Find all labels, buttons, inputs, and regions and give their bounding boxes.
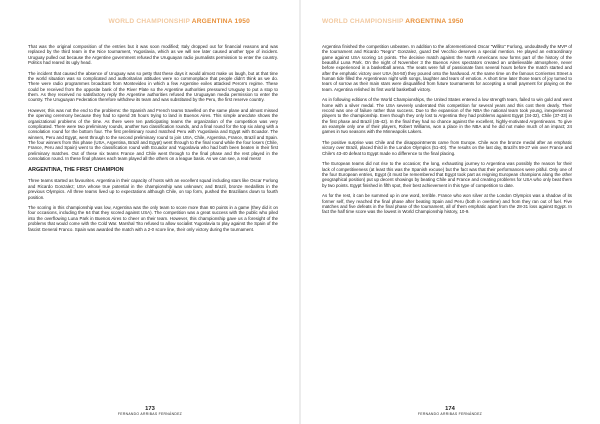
page-footer <box>300 406 600 416</box>
body-paragraph: As for the rest, it can be summed up in one word, terrible. France who won silver at the London Olympics was a shadow of its former self, they reached the final phase after beating Spain and Peru (both in overtime) and from they ran out of fuel. Five matches and five defeats in the final phase of the tournament, all of them emphatic apart from the 28-31 loss against Egypt. In fact the half time score was the lowest in World Championship history, 10-9. <box>322 193 572 215</box>
author-name: FERNANDO ARRIBAS FERNÁNDEZ <box>417 412 483 416</box>
running-head <box>108 18 250 25</box>
running-head-series: WORLD CHAMPIONSHIP <box>322 18 406 25</box>
body-paragraph: The incident that caused the absence of Uruguay was so petty that these days it would almost make us laugh, but at that time the world situation was so complicated and authoritarian attitudes were so commonplace that people didn't think as we do. There were radio programmes broadcast from Montevideo in which a few Argentine exiles attacked Peron's regime. These could be received from the opposite bank of the River Plate so the Argentine authorities pressured Uruguay to put a stop to them. As they received no satisfactory reply the Argentine authorities refused the Uruguayan media permission to enter the country. The Uruguayan Federation therefore withdrew its team and was substituted by the Peru, the first reserve country. <box>28 70 278 103</box>
body-paragraph: However, this was not the end to the problems: the Spanish and French teams travelled on the same plane and almost missed the opening ceremony because they had to spend 36 hours trying to land in Buenos Aires. This simple anecdote shows the organizational problems of the time. As there were ten participating teams the organization of the competition was very complicated. There were two preliminary rounds, another two classification rounds, and a final round for the top six along with a consolation round for the bottom four. The first preliminary round matched Peru with Yugoslavia and Egypt with Ecuador. The winners, Peru and Egypt, went through to the second preliminary round to join USA, Chile, Argentina, France, Brazil and Spain. The four winners from this phase (USA, Argentina, Brazil and Egypt) went through to the final round while the four losers (Chile, France, Peru and Spain) went to the classification round with Ecuador and Yugoslavia who had both been beaten in their first preliminary matches. Out of these six teams France and Chile went through to the final phase and the rest played in the consolation round. In these final phases each team played all the others on a league basis. As we can see, a real mess! <box>28 108 278 162</box>
right-page <box>300 0 600 424</box>
body-paragraph: That was the original composition of the entries but it was soon modified; Italy dropped out for financial reasons and was replaced by the third team in the Nice tournament, Yugoslavia, which as we will see later caused another type of incident. Uruguay pulled out because the Argentine government refused the Uruguayan radio journalists permission to enter the country. Politics had reared its ugly head. <box>28 44 278 66</box>
body-paragraph: Three teams started as favourites. Argentina in their capacity of hosts with an excellent squad including stars like Oscar Furlong and Ricardo Gonzalez; USA whose true potential in the championship was unknown; and Brazil, bronze medallists in the previous Olympics. All three teams lived up to expectations although Chile, on top form, pushed the Brazilians down to fourth position. <box>28 178 278 200</box>
page-footer <box>0 406 300 416</box>
running-head-series: WORLD CHAMPIONSHIP <box>108 18 192 25</box>
running-head <box>322 18 464 25</box>
body-paragraph: The scoring in this championship was low, Argentina was the only team to score more than 60 points in a game (they did it on four occasions, including the 64 that they scored against USA). The competition was a great success with the public who piled into the overflowing Luna Park in Buenos Aires to cheer on their team. However, this championship gave us a foresight of the problems that would come with the Cold War. Marshal Tito refused to allow socialist Yugoslavia to play against the Spain of the fascist General Franco. Spain was awarded the match with a 2-0 score line, their only victory during the tournament. <box>28 205 278 232</box>
section-title: ARGENTINA, THE FIRST CHAMPION <box>28 167 124 174</box>
body-paragraph: Argentina finished the competition unbeaten. In addition to the aforementioned Oscar "Willito" Furlong, undoubtedly the MVP of the tournament and Ricardo "Negro" Gonzalez, guard Del Vecchio deserves a special mention. He played an extraordinary game against USA scoring 14 points. The decisive match against the North Americans now forms part of the history of the beautiful Luna Park. On the night of November 3 the Buenos Aires spectators created an unbelievable atmosphere, never before experienced in a basketball arena. The seats were full of passionate fans several hours before the match started and after the emphatic victory over USA (64-50) they poured onto the hardwood. At the same time on the famous Corrientes Street a human tide filled the Argentinean night with songs, laughter and tears of emotion. A short time later those tears of joy turned to tears of sorrow as their main stars were disqualified from future tournaments for accepting a small payment for playing on the team. Argentina relished its first world basketball victory. <box>322 44 572 92</box>
body-paragraph: The European teams did not rise to the occasion; the long, exhausting journey to Argentina was possibly the reason for their lack of competitiveness (at least this was the Spanish excuse) but the fact was that their performances were pitiful. Only one of the four European entries, Egypt (it must be remembered that Egypt took part as reigning European champions along the other geographical position) put up decent showings by beating Chile and France and creating problems for USA who only beat them by two points. Egypt finished in fifth spot, their best achievement in this type of competition to date. <box>322 161 572 188</box>
body-paragraph: As in following editions of the World Championships, the United States entered a low strength team, failed to win gold and went home with a silver medal. The USA severely underrated this competition for several years and this cost them dearly. Their record was one of failure rather than success. Due to the expansion of the NBA the national team took young, inexperienced players to the championship. Even though they only lost to Argentina they had problems against Egypt (34-32), Chile (37-33) in the first phase and Brazil (45-42). In the final they had no chance against the excellent, highly-motivated Argentineans. To give an example only one of their players, Robert Williams, won a place in the NBA and he did not make much of an impact; 24 games in two seasons with the Minneapolis Lakers. <box>322 97 572 135</box>
body-paragraph: The positive surprise was Chile and the disappointments came from Europe. Chile won the bronze medal after an emphatic victory over Brazil, placed third in the London Olympics (51-40). The results on the last day, Brazil's 59-27 win over France and Chile's 43-40 defeat to Egypt made no difference to the final placing. <box>322 140 572 156</box>
running-head-edition: ARGENTINA 1950 <box>191 18 250 25</box>
running-head-edition: ARGENTINA 1950 <box>405 18 464 25</box>
author-name: FERNANDO ARRIBAS FERNÁNDEZ <box>117 412 183 416</box>
page-number: 174 <box>445 406 455 412</box>
page-number: 173 <box>145 406 155 412</box>
